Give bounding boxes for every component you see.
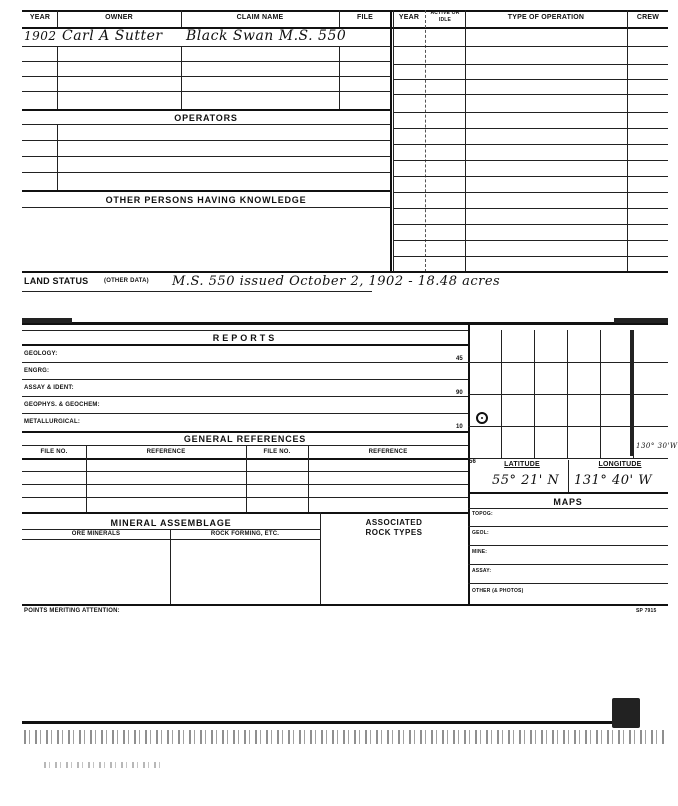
- maps-row-label: GEOL:: [472, 530, 489, 536]
- gen-ref-col-file-no: FILE NO.: [40, 449, 68, 455]
- entry-claim-name: Black Swan M.S. 550: [186, 28, 347, 44]
- report-row-num: 45: [456, 356, 463, 362]
- header-claim-name: CLAIM NAME: [236, 14, 284, 21]
- report-row-num: 10: [456, 424, 463, 430]
- report-row-label: GEOLOGY:: [24, 351, 58, 357]
- associated-rock-types-title-1: ASSOCIATED: [365, 518, 423, 527]
- form-number: SP 7915: [636, 608, 657, 614]
- reports-title: REPORTS: [212, 333, 278, 343]
- header-file: FILE: [357, 14, 373, 21]
- header-owner: OWNER: [105, 14, 133, 21]
- general-references-title: GENERAL REFERENCES: [183, 434, 307, 444]
- rock-forming-label: ROCK FORMING, ETC.: [210, 531, 280, 537]
- land-status-value: M.S. 550 issued October 2, 1902 - 18.48 acres: [172, 274, 501, 289]
- report-row-label: ENGRG:: [24, 368, 50, 374]
- operators-label: OPERATORS: [174, 113, 238, 123]
- header-crew: CREW: [636, 14, 660, 21]
- land-status-label: LAND STATUS: [24, 276, 89, 286]
- ink-blot: [22, 318, 72, 323]
- maps-row-label: MINE:: [472, 549, 488, 555]
- latitude-label: LATITUDE: [504, 461, 540, 468]
- maps-row-label: OTHER (& PHOTOS): [472, 588, 524, 594]
- longitude-value: 131° 40' W: [574, 473, 653, 488]
- header-year-2: YEAR: [398, 14, 420, 21]
- report-row-label: ASSAY & IDENT:: [24, 385, 74, 391]
- points-meriting-attention-label: POINTS MERITING ATTENTION:: [24, 608, 120, 614]
- header-type-of-operation: TYPE OF OPERATION: [507, 14, 585, 21]
- latitude-value: 55° 21' N: [492, 473, 560, 488]
- entry-year: 1902: [24, 29, 57, 43]
- header-year: YEAR: [29, 14, 51, 21]
- associated-rock-types-title-2: ROCK TYPES: [365, 528, 423, 537]
- scan-noise: [44, 762, 164, 768]
- mineral-assemblage-title: MINERAL ASSEMBLAGE: [110, 518, 232, 528]
- gen-ref-col-reference-2: REFERENCE: [368, 449, 408, 455]
- maps-row-label: TOPOG:: [472, 511, 493, 517]
- maps-title: MAPS: [553, 497, 583, 507]
- report-row-label: GEOPHYS. & GEOCHEM:: [24, 402, 100, 408]
- report-row-label: METALLURGICAL:: [24, 419, 81, 425]
- entry-owner: Carl A Sutter: [62, 28, 163, 44]
- land-status-sublabel: (OTHER DATA): [104, 278, 149, 284]
- corner-mark: 130° 30'W: [636, 442, 678, 450]
- other-persons-label: OTHER PERSONS HAVING KNOWLEDGE: [105, 195, 307, 205]
- header-active-or-idle: ACTIVE OR IDLE: [430, 10, 460, 23]
- longitude-label: LONGITUDE: [598, 461, 642, 468]
- corner-num: 56: [469, 459, 477, 465]
- gen-ref-col-reference: REFERENCE: [146, 449, 186, 455]
- grid-ink-stroke: [630, 330, 633, 456]
- ink-blot: [614, 318, 668, 323]
- scan-noise: [24, 730, 664, 744]
- ore-minerals-label: ORE MINERALS: [71, 531, 121, 537]
- ink-blot: [612, 698, 640, 728]
- maps-row-label: ASSAY:: [472, 568, 492, 574]
- gen-ref-col-file-no-2: FILE NO.: [263, 449, 291, 455]
- report-row-num: 90: [456, 390, 463, 396]
- location-marker-icon: [476, 412, 488, 424]
